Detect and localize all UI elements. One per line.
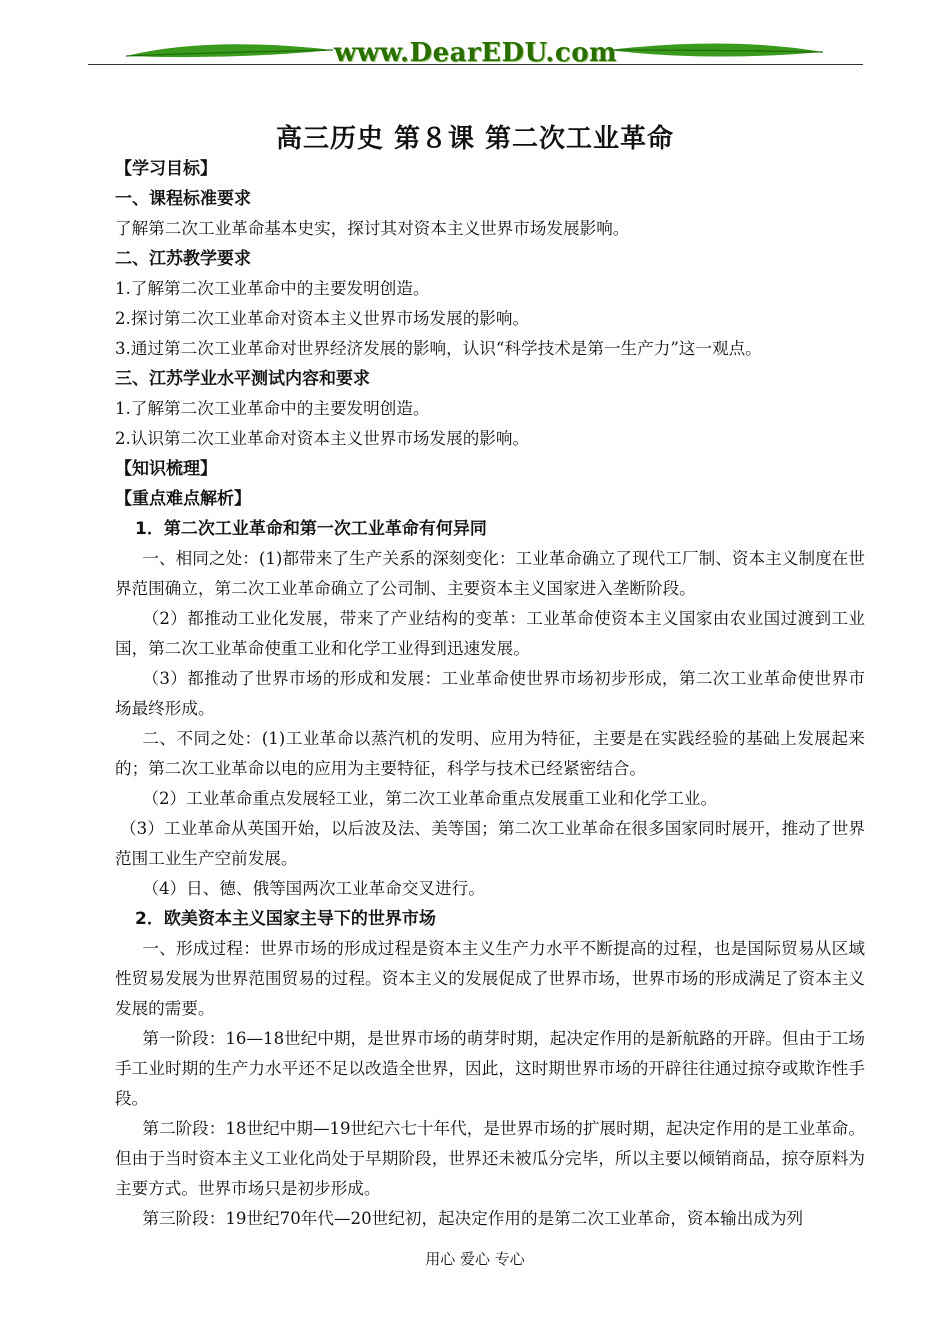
analysis-heading: 【重点难点解析】 — [115, 489, 251, 509]
paragraph: 一、相同之处：(1)都带来了生产关系的深刻变化：工业革命确立了现代工厂制、资本主义制度在世界范围确立，第二次工业革命确立了公司制、主要资本主义国家进入垄断阶段。 — [115, 549, 865, 598]
paragraph: 第一阶段：16—18世纪中期，是世界市场的萌芽时期，起决定作用的是新航路的开辟。但由于工场手工业时期的生产力水平还不足以改造全世界，因此，这时期世界市场的开辟往往通过掠夺或欺诈性手段。 — [115, 1029, 865, 1108]
header-rule — [88, 64, 863, 65]
paragraph: （3）工业革命从英国开始，以后波及法、美等国；第二次工业革命在很多国家同时展开，推动了世界范围工业生产空前发展。 — [115, 819, 865, 868]
paragraph: （3）都推动了世界市场的形成和发展：工业革命使世界市场初步形成，第二次工业革命使世界市场最终形成。 — [115, 669, 865, 718]
section-heading: 一、课程标准要求 — [115, 189, 251, 209]
paragraph: （4）日、德、俄等国两次工业革命交叉进行。 — [142, 879, 485, 898]
section-heading: 三、江苏学业水平测试内容和要求 — [115, 369, 370, 389]
site-logo[interactable]: www.DearEDU.com — [333, 38, 618, 68]
paragraph: 第二阶段：18世纪中期—19世纪六七十年代，是世界市场的扩展时期，起决定作用的是工业革命。但由于当时资本主义工业化尚处于早期阶段，世界还未被瓜分完毕，所以主要以倾销商品，掠夺原料为主要方式。世界市场只是初步形成。 — [115, 1119, 865, 1198]
question-title: 1．第二次工业革命和第一次工业革命有何异同 — [135, 519, 487, 539]
page-footer: 用心 爱心 专心 — [425, 1250, 525, 1268]
section-heading: 二、江苏教学要求 — [115, 249, 251, 269]
goals-heading: 【学习目标】 — [115, 159, 217, 179]
paragraph: 二、不同之处：(1)工业革命以蒸汽机的发明、应用为特征，主要是在实践经验的基础上发展起来的；第二次工业革命以电的应用为主要特征，科学与技术已经紧密结合。 — [115, 729, 865, 778]
list-item: 1.了解第二次工业革命中的主要发明创造。 — [115, 399, 430, 418]
page-title: 高三历史 第８课 第二次工业革命 — [275, 124, 675, 154]
list-item: 2.认识第二次工业革命对资本主义世界市场发展的影响。 — [115, 429, 530, 448]
paragraph: 第三阶段：19世纪70年代—20世纪初，起决定作用的是第二次工业革命，资本输出成为列 — [142, 1209, 804, 1228]
document-body — [115, 154, 865, 1234]
list-item: 1.了解第二次工业革命中的主要发明创造。 — [115, 279, 430, 298]
knowledge-heading: 【知识梳理】 — [115, 459, 217, 479]
paragraph: （2）工业革命重点发展轻工业，第二次工业革命重点发展重工业和化学工业。 — [142, 789, 718, 808]
paragraph: 一、形成过程：世界市场的形成过程是资本主义生产力水平不断提高的过程，也是国际贸易从区域性贸易发展为世界范围贸易的过程。资本主义的发展促成了世界市场，世界市场的形成满足了资本主义发展的需要。 — [115, 939, 865, 1018]
list-item: 2.探讨第二次工业革命对资本主义世界市场发展的影响。 — [115, 309, 530, 328]
question-title: 2．欧美资本主义国家主导下的世界市场 — [135, 909, 436, 929]
paragraph: （2）都推动工业化发展，带来了产业结构的变革：工业革命使资本主义国家由农业国过渡到工业国，第二次工业革命使重工业和化学工业得到迅速发展。 — [115, 609, 865, 658]
section-text: 了解第二次工业革命基本史实，探讨其对资本主义世界市场发展影响。 — [115, 219, 630, 238]
list-item: 3.通过第二次工业革命对世界经济发展的影响，认识“科学技术是第一生产力”这一观点。 — [115, 339, 762, 358]
